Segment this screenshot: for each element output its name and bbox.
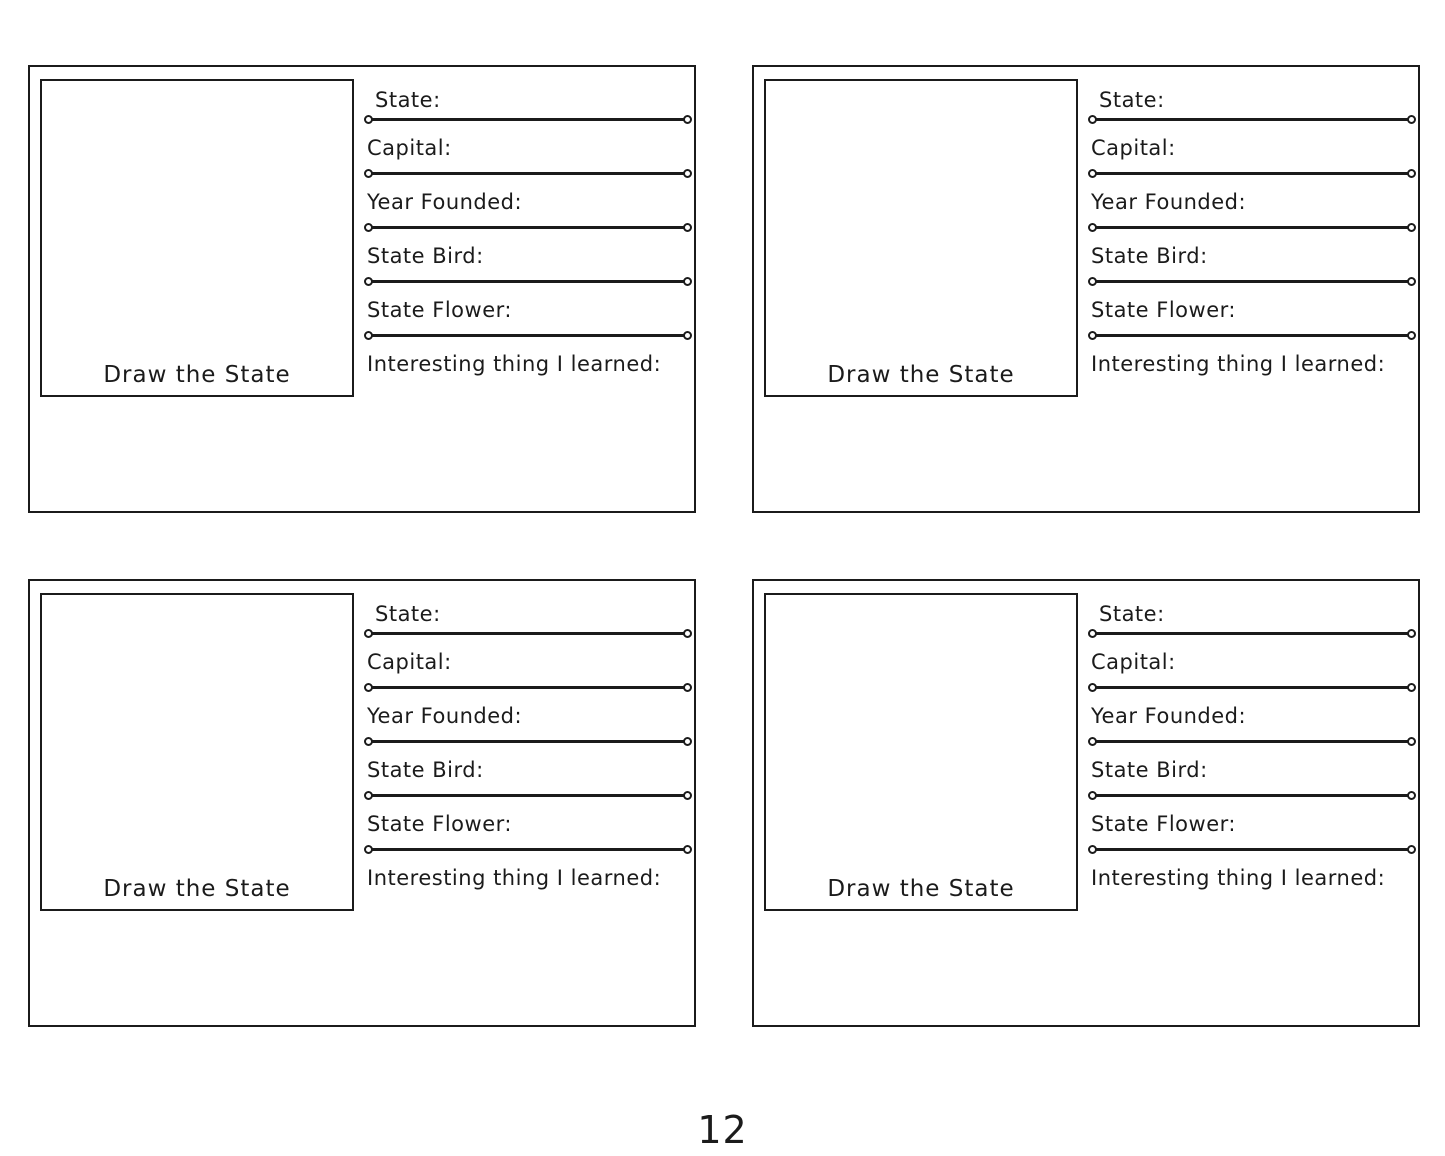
answer-rule — [1096, 686, 1408, 689]
line-end-circle-icon — [683, 791, 692, 800]
interesting-thing-label: Interesting thing I learned: — [1091, 352, 1386, 376]
field-state-flower — [364, 297, 692, 342]
field-state — [364, 601, 692, 640]
field-interesting-thing — [364, 351, 692, 377]
line-end-circle-icon — [683, 331, 692, 340]
draw-the-state-label: Draw the State — [103, 876, 291, 902]
answer-rule — [372, 794, 684, 797]
line-end-circle-icon — [683, 737, 692, 746]
field-capital — [364, 135, 692, 180]
state-answer-line[interactable] — [1088, 113, 1416, 126]
capital-label: Capital: — [367, 650, 452, 674]
card-slot-top-right — [752, 65, 1420, 513]
state-flower-label: State Flower: — [367, 812, 512, 836]
line-end-circle-icon — [1407, 115, 1416, 124]
answer-rule — [372, 118, 684, 121]
line-end-circle-icon — [1407, 331, 1416, 340]
capital-label: Capital: — [1091, 650, 1176, 674]
line-end-circle-icon — [1407, 629, 1416, 638]
line-end-circle-icon — [1407, 737, 1416, 746]
answer-rule — [1096, 794, 1408, 797]
line-end-circle-icon — [683, 223, 692, 232]
page-number: 12 — [697, 1108, 748, 1152]
answer-rule — [1096, 172, 1408, 175]
field-state-flower — [1088, 297, 1416, 342]
state-flower-answer-line[interactable] — [364, 329, 692, 342]
state-label: State: — [375, 88, 441, 112]
line-end-circle-icon — [683, 115, 692, 124]
field-state-bird — [364, 757, 692, 802]
state-bird-answer-line[interactable] — [364, 789, 692, 802]
field-state — [364, 87, 692, 126]
answer-rule — [372, 740, 684, 743]
line-end-circle-icon — [683, 683, 692, 692]
fields-column — [364, 601, 692, 891]
year-founded-answer-line[interactable] — [364, 735, 692, 748]
line-end-circle-icon — [1407, 223, 1416, 232]
state-flower-answer-line[interactable] — [364, 843, 692, 856]
field-interesting-thing — [1088, 865, 1416, 891]
line-end-circle-icon — [683, 169, 692, 178]
year-founded-label: Year Founded: — [1091, 190, 1247, 214]
answer-rule — [372, 848, 684, 851]
state-bird-answer-line[interactable] — [364, 275, 692, 288]
fields-column — [1088, 87, 1416, 377]
capital-answer-line[interactable] — [1088, 681, 1416, 694]
field-year-founded — [1088, 189, 1416, 234]
state-flower-label: State Flower: — [1091, 812, 1236, 836]
answer-rule — [372, 686, 684, 689]
state-report-card — [752, 579, 1420, 1027]
line-end-circle-icon — [683, 845, 692, 854]
field-state — [1088, 601, 1416, 640]
interesting-thing-label: Interesting thing I learned: — [367, 866, 662, 890]
field-state-bird — [1088, 757, 1416, 802]
year-founded-label: Year Founded: — [1091, 704, 1247, 728]
state-answer-line[interactable] — [1088, 627, 1416, 640]
year-founded-answer-line[interactable] — [1088, 735, 1416, 748]
answer-rule — [1096, 848, 1408, 851]
line-end-circle-icon — [1407, 169, 1416, 178]
state-label: State: — [375, 602, 441, 626]
state-flower-label: State Flower: — [367, 298, 512, 322]
capital-label: Capital: — [367, 136, 452, 160]
draw-the-state-label: Draw the State — [103, 362, 291, 388]
field-interesting-thing — [364, 865, 692, 891]
field-capital — [364, 649, 692, 694]
field-state-flower — [364, 811, 692, 856]
state-report-card — [28, 579, 696, 1027]
state-bird-label: State Bird: — [367, 758, 484, 782]
field-state-bird — [364, 243, 692, 288]
state-bird-label: State Bird: — [367, 244, 484, 268]
fields-column — [364, 87, 692, 377]
answer-rule — [372, 226, 684, 229]
fields-column — [1088, 601, 1416, 891]
answer-rule — [1096, 226, 1408, 229]
field-capital — [1088, 135, 1416, 180]
state-answer-line[interactable] — [364, 627, 692, 640]
state-flower-label: State Flower: — [1091, 298, 1236, 322]
answer-rule — [372, 280, 684, 283]
answer-rule — [372, 334, 684, 337]
line-end-circle-icon — [1407, 845, 1416, 854]
year-founded-answer-line[interactable] — [1088, 221, 1416, 234]
answer-rule — [1096, 740, 1408, 743]
line-end-circle-icon — [1407, 277, 1416, 286]
field-interesting-thing — [1088, 351, 1416, 377]
state-label: State: — [1099, 88, 1165, 112]
interesting-thing-label: Interesting thing I learned: — [367, 352, 662, 376]
capital-label: Capital: — [1091, 136, 1176, 160]
field-year-founded — [364, 189, 692, 234]
draw-the-state-box[interactable] — [40, 79, 354, 397]
line-end-circle-icon — [1407, 791, 1416, 800]
state-report-card — [752, 65, 1420, 513]
capital-answer-line[interactable] — [364, 681, 692, 694]
year-founded-answer-line[interactable] — [364, 221, 692, 234]
answer-rule — [1096, 632, 1408, 635]
draw-the-state-box[interactable] — [764, 593, 1078, 911]
answer-rule — [1096, 280, 1408, 283]
draw-the-state-box[interactable] — [40, 593, 354, 911]
state-report-card — [28, 65, 696, 513]
answer-rule — [1096, 118, 1408, 121]
state-flower-answer-line[interactable] — [1088, 329, 1416, 342]
draw-the-state-label: Draw the State — [827, 876, 1015, 902]
state-bird-label: State Bird: — [1091, 758, 1208, 782]
state-bird-answer-line[interactable] — [1088, 275, 1416, 288]
year-founded-label: Year Founded: — [367, 704, 523, 728]
answer-rule — [372, 172, 684, 175]
answer-rule — [1096, 334, 1408, 337]
card-slot-bottom-right — [752, 579, 1420, 1027]
line-end-circle-icon — [1407, 683, 1416, 692]
answer-rule — [372, 632, 684, 635]
card-slot-top-left — [28, 65, 696, 513]
field-state-bird — [1088, 243, 1416, 288]
state-bird-label: State Bird: — [1091, 244, 1208, 268]
capital-answer-line[interactable] — [364, 167, 692, 180]
card-slot-bottom-left — [28, 579, 696, 1027]
capital-answer-line[interactable] — [1088, 167, 1416, 180]
state-bird-answer-line[interactable] — [1088, 789, 1416, 802]
draw-the-state-box[interactable] — [764, 79, 1078, 397]
line-end-circle-icon — [683, 277, 692, 286]
interesting-thing-label: Interesting thing I learned: — [1091, 866, 1386, 890]
state-label: State: — [1099, 602, 1165, 626]
draw-the-state-label: Draw the State — [827, 362, 1015, 388]
field-capital — [1088, 649, 1416, 694]
year-founded-label: Year Founded: — [367, 190, 523, 214]
field-state — [1088, 87, 1416, 126]
state-flower-answer-line[interactable] — [1088, 843, 1416, 856]
field-state-flower — [1088, 811, 1416, 856]
state-answer-line[interactable] — [364, 113, 692, 126]
field-year-founded — [1088, 703, 1416, 748]
line-end-circle-icon — [683, 629, 692, 638]
field-year-founded — [364, 703, 692, 748]
